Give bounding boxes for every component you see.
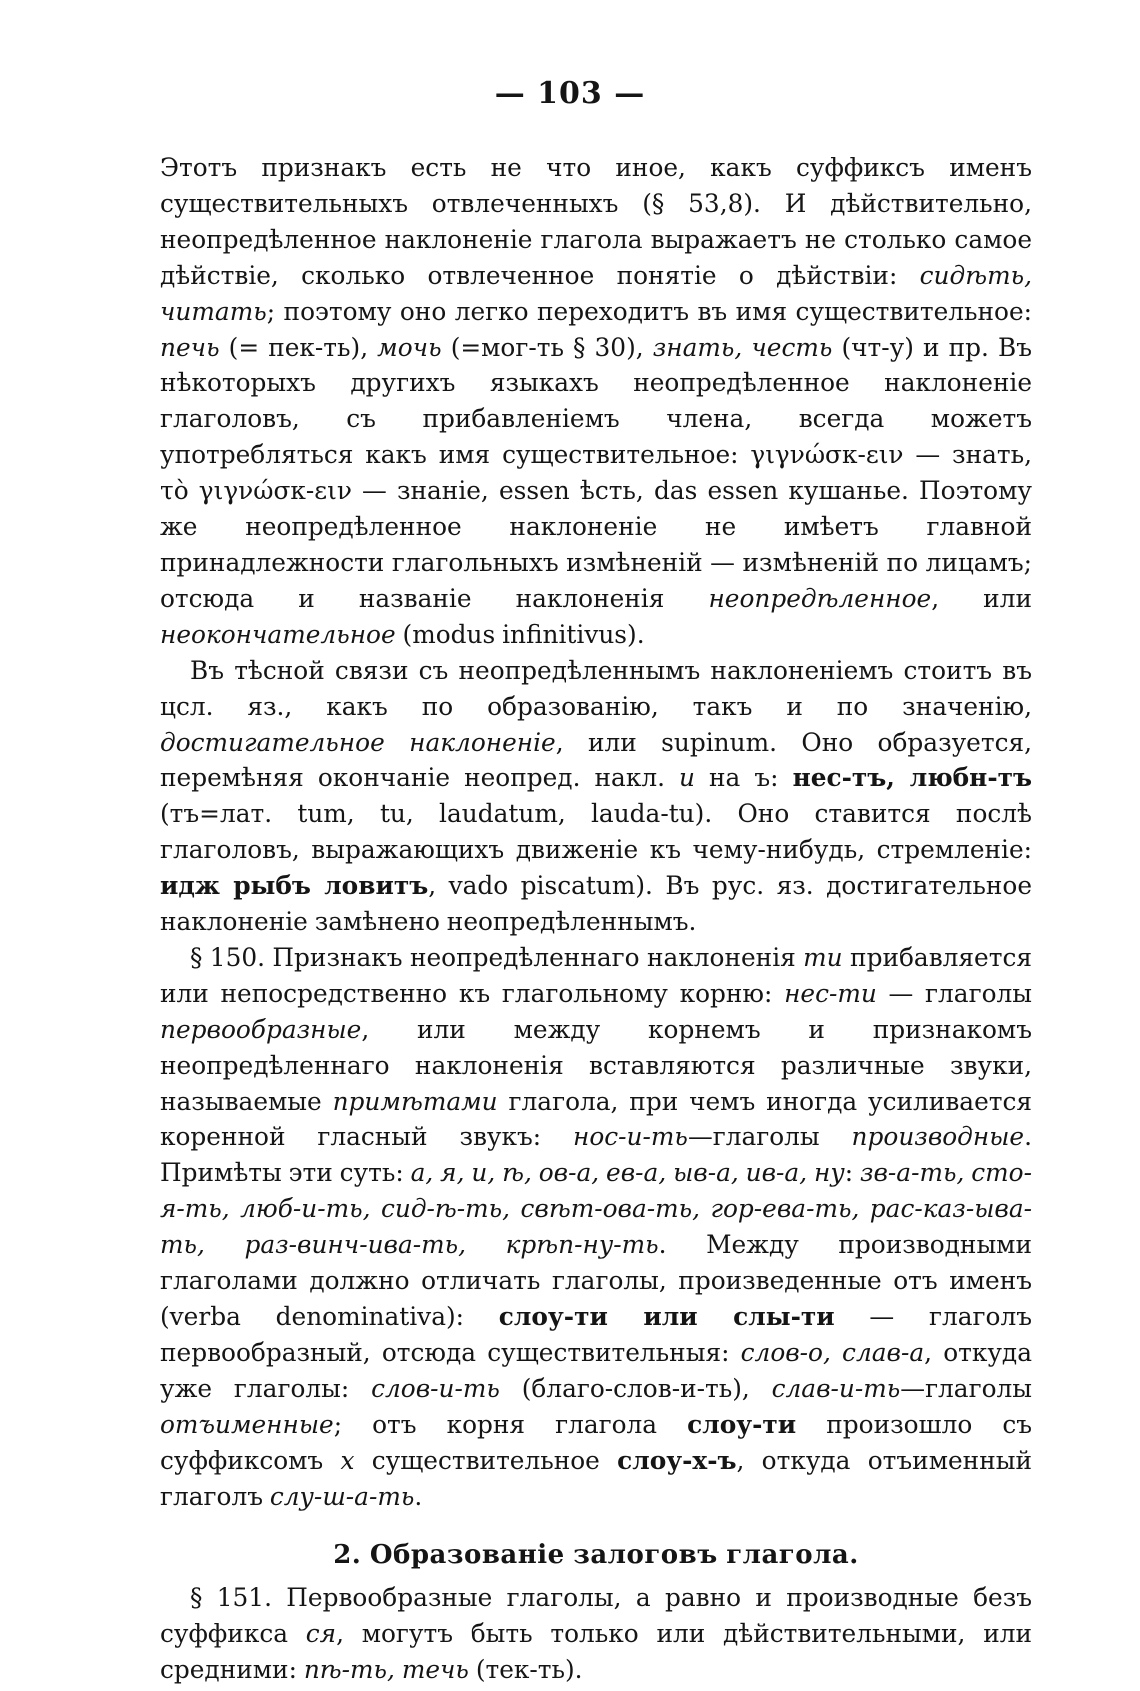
text-run: ; отъ корня глагола bbox=[333, 1409, 688, 1439]
italic-text: неопредѣленное bbox=[708, 583, 932, 613]
slavonic-text: слоу-ти bbox=[687, 1409, 797, 1439]
body-text bbox=[160, 150, 1032, 1688]
text-run: . Примѣты эти суть: bbox=[160, 1122, 1032, 1188]
italic-text: зв-а-ть, сто-я-ть, люб-и-ть, сид-ѣ-ть, свѣт-ова-ть, гор-ева-ть, рас-каз-ыва-ть, раз-винч-ива-ть, крѣп-ну-ть bbox=[160, 1158, 1032, 1260]
paragraph-1 bbox=[160, 150, 1032, 653]
text-run: (modus infinitivus). bbox=[395, 619, 645, 649]
slavonic-text: идж рыбъ ловитъ bbox=[160, 871, 429, 901]
italic-text: нес-ти bbox=[784, 978, 877, 1008]
italic-text: производные bbox=[851, 1122, 1025, 1152]
text-run: , или между корнемъ и признакомъ неопредѣленнаго наклоненія вставляются различные звуки, называемые bbox=[160, 1014, 1032, 1116]
italic-text: мочь bbox=[377, 332, 442, 362]
text-run: (=мог-ть § 30), bbox=[441, 332, 653, 362]
text-run: глагола, при чемъ иногда усиливается коренной гласный звукъ: bbox=[160, 1086, 1032, 1152]
text-run: : bbox=[844, 1158, 860, 1188]
text-run: (чт-у) и пр. Въ нѣкоторыхъ другихъ языкахъ неопредѣленное наклоненіе глаголовъ, съ прибавленіемъ члена, всегда можетъ употребляться какъ имя существительное: γιγνώσκ-ειν — знать, τὸ γιγνώσκ-ειν — знаніе, essen ѣсть, das essen кушанье. Поэтому же неопредѣленное наклоненіе не имѣетъ главной принадлежности глагольныхъ измѣненій — измѣненій по лицамъ; отсюда и названіе наклоненія bbox=[160, 332, 1033, 613]
italic-text: слов-о, слав-а bbox=[740, 1337, 925, 1367]
italic-text: неокончательное bbox=[160, 619, 396, 649]
italic-text: печь bbox=[160, 332, 220, 362]
text-run: § 150. Признакъ неопредѣленнаго наклоненія bbox=[190, 942, 804, 972]
text-run: , могутъ быть только или дѣйствительными, или средними: bbox=[160, 1619, 1032, 1685]
text-run: , или supinum. Оно образуется, перемѣняя окончаніе неопред. накл. bbox=[160, 727, 1032, 793]
italic-text: слу-ш-а-ть bbox=[269, 1481, 415, 1511]
text-run: (тъ=лат. tum, tu, laudatum, lauda-tu). Оно ставится послѣ глаголовъ, выражающихъ движеніе къ чему-нибудь, стремленіе: bbox=[160, 799, 1032, 865]
text-run: , или bbox=[931, 583, 1032, 613]
italic-text: ти bbox=[803, 942, 843, 972]
text-run: , vado piscatum). Въ рус. яз. достигательное наклоненіе замѣнено неопредѣленнымъ. bbox=[160, 871, 1033, 937]
text-run: —глаголы bbox=[900, 1373, 1032, 1403]
text-run: — глаголы bbox=[876, 978, 1032, 1008]
italic-text: нос-и-ть bbox=[573, 1122, 688, 1152]
italic-text: а, я, и, ѣ, ов-а, ев-а, ыв-а, ив-а, ну bbox=[410, 1158, 845, 1188]
text-run: , откуда отъименный глаголъ bbox=[160, 1445, 1032, 1511]
slavonic-text: слоу-ти или слы-ти bbox=[498, 1302, 835, 1331]
text-run: — глаголъ первообразный, отсюда существительныя: bbox=[160, 1302, 1032, 1367]
slavonic-text: слоу-х-ъ bbox=[617, 1445, 737, 1475]
text-run: Этотъ признакъ есть не что иное, какъ суффиксъ именъ существительныхъ отвлеченныхъ (§ 53,8). И дѣйствительно, неопредѣленное наклоненіе глагола выражаетъ не столько самое дѣйствіе, сколько отвлеченное понятіе о дѣйствіи: bbox=[160, 153, 1032, 290]
italic-text: х bbox=[340, 1445, 355, 1475]
italic-text: сидѣть, читать bbox=[160, 260, 1032, 326]
text-run: (тек-ть). bbox=[468, 1655, 583, 1685]
italic-text: слов-и-ть bbox=[371, 1373, 500, 1403]
italic-text: пѣ-ть, течь bbox=[303, 1655, 469, 1685]
text-run: на ъ: bbox=[694, 763, 793, 793]
text-run: (благо-слов-и-ть), bbox=[499, 1373, 772, 1403]
page-number: — 103 — bbox=[494, 76, 646, 111]
text-run: . Между производными глаголами должно отличать глаголы, произведенные отъ именъ (verba denominativa): bbox=[160, 1230, 1032, 1331]
italic-text: первообразные bbox=[160, 1014, 362, 1044]
text-run: ; поэтому оно легко переходитъ въ имя существительное: bbox=[266, 296, 1032, 326]
italic-text: достигательное наклоненіе bbox=[160, 727, 556, 757]
text-run: существительное bbox=[354, 1445, 618, 1475]
italic-text: знать, честь bbox=[652, 332, 833, 362]
slavonic-text: нес-тъ, любн-тъ bbox=[792, 763, 1032, 793]
italic-text: примѣтами bbox=[332, 1086, 498, 1116]
text-run: (= пек-ть), bbox=[219, 332, 378, 362]
paragraph-4 bbox=[160, 1580, 1032, 1688]
text-run: Въ тѣсной связи съ неопредѣленнымъ наклоненіемъ стоитъ въ цсл. яз., какъ по образованію, такъ и по значенію, bbox=[160, 655, 1032, 721]
italic-text: слав-и-ть bbox=[771, 1373, 901, 1403]
text-run: произошло съ суффиксомъ bbox=[160, 1409, 1032, 1475]
section-heading: 2. Образованіе залоговъ глагола. bbox=[333, 1540, 859, 1571]
paragraph-2 bbox=[160, 653, 1032, 940]
italic-text: ся bbox=[305, 1619, 337, 1649]
paragraph-3 bbox=[160, 940, 1032, 1515]
italic-text: и bbox=[679, 763, 695, 793]
text-run: § 151. Первообразные глаголы, а равно и производные безъ суффикса bbox=[160, 1583, 1032, 1649]
text-run: прибавляется или непосредственно къ глагольному корню: bbox=[160, 942, 1032, 1008]
text-run: —глаголы bbox=[687, 1122, 852, 1152]
text-run: . bbox=[414, 1481, 423, 1511]
italic-text: отъименные bbox=[160, 1409, 334, 1439]
text-run: , откуда уже глаголы: bbox=[160, 1337, 1032, 1403]
